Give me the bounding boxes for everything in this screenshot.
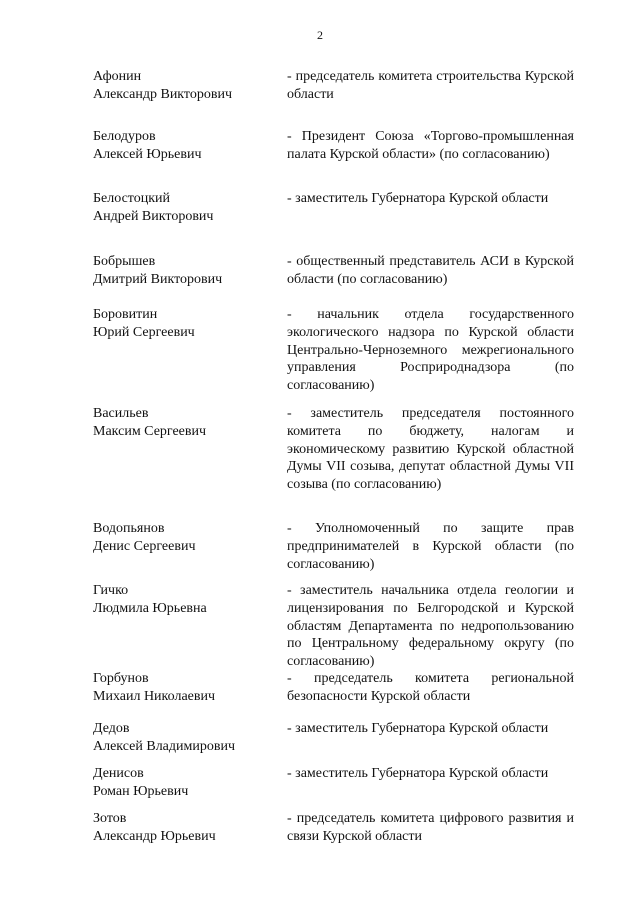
member-surname: Белодуров xyxy=(93,129,156,144)
member-role: - Уполномоченный по защите прав предпринимателей в Курской области (по согласованию) xyxy=(287,521,574,572)
member-given-names: Максим Сергеевич xyxy=(93,424,207,439)
member-surname: Бобрышев xyxy=(93,254,156,269)
member-given-names: Людмила Юрьевна xyxy=(93,601,207,616)
member-surname: Васильев xyxy=(93,406,149,421)
member-name xyxy=(93,405,283,441)
member-given-names: Роман Юрьевич xyxy=(93,784,189,799)
member-surname: Зотов xyxy=(93,811,127,826)
member-name xyxy=(93,582,283,618)
member-surname: Афонин xyxy=(93,69,142,84)
page-number: 2 xyxy=(317,28,323,42)
member-surname: Боровитин xyxy=(93,307,158,322)
member-role: - председатель комитета цифрового развития и связи Курской области xyxy=(287,811,574,844)
member-role: - заместитель начальника отдела геологии и лицензирования по Белгородской и Курской областям Департамента по недропользованию по Центральному федеральному округу (по согласованию) xyxy=(287,583,574,670)
member-role: - общественный представитель АСИ в Курской области (по согласованию) xyxy=(287,254,574,287)
member-given-names: Юрий Сергеевич xyxy=(93,325,195,340)
member-name xyxy=(93,68,283,104)
member-name xyxy=(93,253,283,289)
member-name xyxy=(93,520,283,556)
member-role: - заместитель Губернатора Курской области xyxy=(287,191,549,206)
member-given-names: Денис Сергеевич xyxy=(93,539,196,554)
member-surname: Денисов xyxy=(93,766,144,781)
member-role: - Президент Союза «Торгово-промышленная палата Курской области» (по согласованию) xyxy=(287,129,574,162)
member-given-names: Алексей Владимирович xyxy=(93,739,236,754)
member-surname: Дедов xyxy=(93,721,130,736)
member-surname: Водопьянов xyxy=(93,521,165,536)
member-surname: Горбунов xyxy=(93,671,149,686)
member-role: - председатель комитета региональной безопасности Курской области xyxy=(287,671,574,704)
member-name xyxy=(93,765,283,801)
member-name xyxy=(93,128,283,164)
member-role: - заместитель Губернатора Курской области xyxy=(287,721,549,736)
member-role: - заместитель председателя постоянного комитета по бюджету, налогам и экономическому развитию Курской областной Думы VII созыва, депутат областной Думы VII созыва (по согласованию) xyxy=(287,406,574,493)
member-role: - начальник отдела государственного экологического надзора по Курской области Центрально-Черноземного межрегионального управления Росприроднадзора (по согласованию) xyxy=(287,307,574,394)
member-given-names: Алексей Юрьевич xyxy=(93,147,202,162)
member-role: - председатель комитета строительства Курской области xyxy=(287,69,574,102)
member-given-names: Михаил Николаевич xyxy=(93,689,216,704)
member-name xyxy=(93,720,283,756)
member-name xyxy=(93,306,283,342)
member-name xyxy=(93,190,283,226)
member-surname: Гичко xyxy=(93,583,129,598)
member-name xyxy=(93,810,283,846)
member-role: - заместитель Губернатора Курской области xyxy=(287,766,549,781)
member-given-names: Дмитрий Викторович xyxy=(93,272,223,287)
member-given-names: Александр Викторович xyxy=(93,87,233,102)
member-given-names: Андрей Викторович xyxy=(93,209,214,224)
member-given-names: Александр Юрьевич xyxy=(93,829,216,844)
member-name xyxy=(93,670,283,706)
member-surname: Белостоцкий xyxy=(93,191,171,206)
